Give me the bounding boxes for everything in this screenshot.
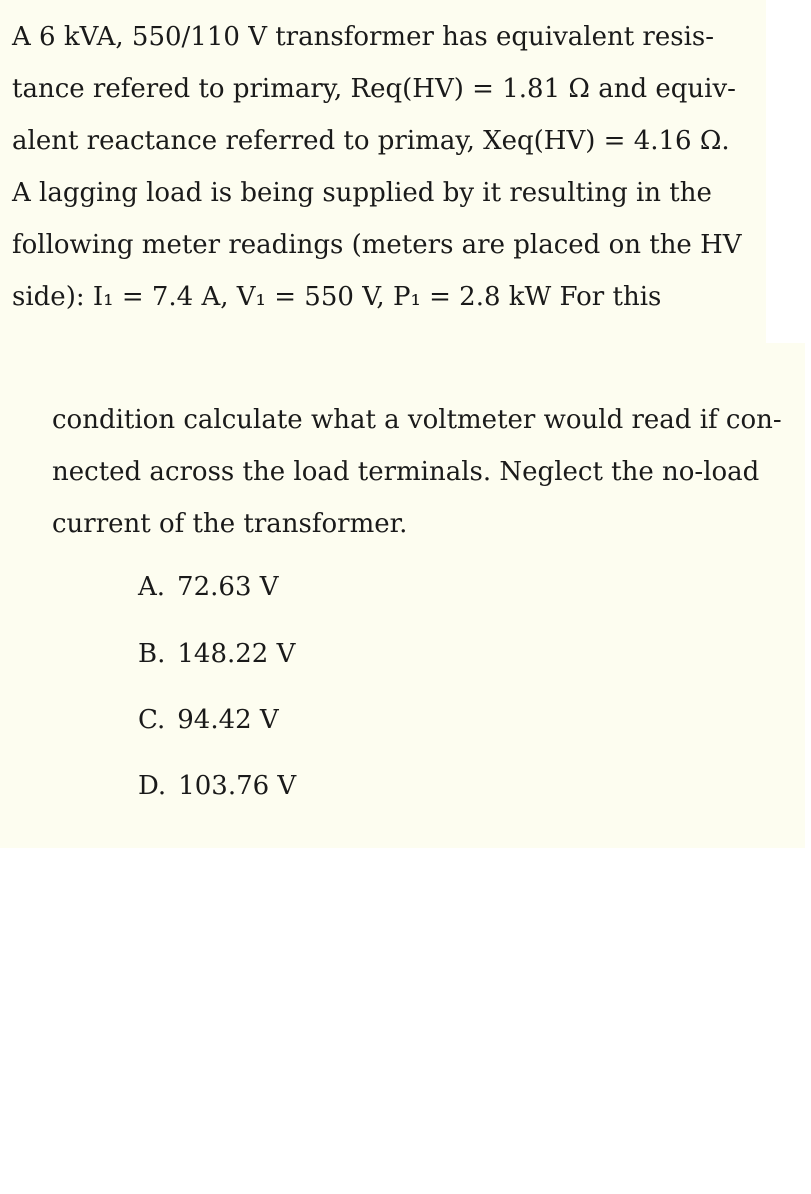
option-letter: B. bbox=[138, 639, 166, 669]
question-block-top bbox=[0, 0, 766, 343]
option-text: 103.76 V bbox=[178, 771, 297, 801]
option-d[interactable] bbox=[138, 771, 296, 801]
question-line: A 6 kVA, 550/110 V transformer has equivalent resis- bbox=[12, 22, 715, 52]
option-letter: A. bbox=[138, 572, 166, 602]
question-line: tance refered to primary, Req(HV) = 1.81 Ω and equiv- bbox=[12, 74, 736, 104]
option-text: 72.63 V bbox=[177, 572, 279, 602]
option-letter: C. bbox=[138, 705, 166, 735]
option-text: 148.22 V bbox=[177, 639, 296, 669]
question-line: following meter readings (meters are placed on the HV bbox=[12, 230, 742, 260]
option-letter: D. bbox=[138, 771, 167, 801]
question-line: current of the transformer. bbox=[52, 509, 408, 539]
question-block-bottom bbox=[0, 343, 805, 848]
option-text: 94.42 V bbox=[177, 705, 279, 735]
question-line: condition calculate what a voltmeter would read if con- bbox=[52, 405, 782, 435]
question-line: alent reactance referred to primay, Xeq(HV) = 4.16 Ω. bbox=[12, 126, 730, 156]
question-line: A lagging load is being supplied by it resulting in the bbox=[12, 178, 712, 208]
option-b[interactable] bbox=[138, 639, 295, 669]
question-line: side): I₁ = 7.4 A, V₁ = 550 V, P₁ = 2.8 kW For this bbox=[12, 282, 662, 312]
option-c[interactable] bbox=[138, 705, 279, 735]
question-line: nected across the load terminals. Neglect the no-load bbox=[52, 457, 760, 487]
option-a[interactable] bbox=[138, 572, 279, 602]
